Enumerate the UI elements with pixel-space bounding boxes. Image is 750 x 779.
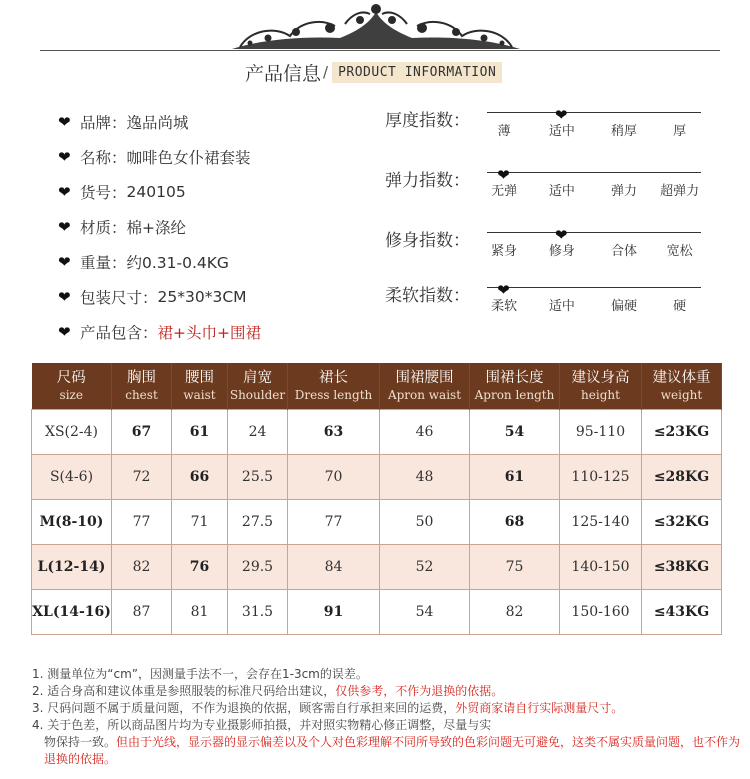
index-option: 适中: [548, 124, 575, 139]
index-label: 厚度指数：: [385, 111, 470, 131]
info-label: 包装尺寸：: [80, 288, 158, 307]
info-item-sku: [58, 174, 261, 209]
table-cell: 27.5: [228, 499, 288, 544]
table-cell: 68: [470, 499, 560, 544]
column-header: 肩宽 Shoulder: [228, 363, 288, 409]
table-cell: 29.5: [228, 544, 288, 589]
table-cell: 72: [112, 454, 172, 499]
column-header: 建议体重 weight: [642, 363, 722, 409]
table-cell: 61: [470, 454, 560, 499]
index-option: 稍厚: [610, 124, 637, 139]
table-cell: 70: [288, 454, 380, 499]
table-cell: ≤28KG: [642, 454, 722, 499]
column-header: 裙长 Dress length: [288, 363, 380, 409]
info-value: 25*30*3CM: [157, 287, 247, 306]
heart-marker-icon: ❤: [497, 166, 510, 184]
table-row: [32, 454, 722, 499]
product-info-list: [58, 104, 261, 349]
table-cell: 63: [288, 409, 380, 454]
table-cell: 75: [470, 544, 560, 589]
note-1: 1. 测量单位为“cm”，因测量手法不一，会存在1-3cm的误差。: [32, 667, 368, 681]
table-cell: 110-125: [560, 454, 642, 499]
info-label: 重量：: [80, 253, 127, 272]
heart-icon: ❤: [58, 147, 71, 166]
index-scale: [487, 166, 701, 184]
heart-marker-icon: ❤: [554, 106, 568, 124]
column-header: 尺码 size: [32, 363, 112, 409]
info-value: 棉+涤纶: [126, 218, 187, 237]
info-value: 咖啡色女仆裙套装: [126, 148, 251, 167]
info-item-package-size: [58, 279, 261, 314]
info-item-name: [58, 139, 261, 174]
table-cell: 95-110: [560, 409, 642, 454]
decorative-ornament: [0, 0, 750, 56]
note-2: 2. 适合身高和建议体重是参照服装的标准尺码给出建议，仅供参考，不作为退换的依据。: [32, 684, 504, 698]
table-cell: 82: [112, 544, 172, 589]
index-scale: [487, 281, 701, 299]
index-option: 厚: [673, 124, 687, 139]
index-option: 超弹力: [660, 184, 700, 199]
table-cell: 46: [380, 409, 470, 454]
index-option: 弹力: [610, 184, 637, 199]
info-label: 产品包含：: [80, 323, 158, 342]
column-header: 胸围 chest: [112, 363, 172, 409]
info-value: 约0.31-0.4KG: [126, 253, 229, 272]
table-cell: 25.5: [228, 454, 288, 499]
table-cell: 84: [288, 544, 380, 589]
index-options: [487, 180, 701, 198]
info-label: 货号：: [80, 183, 127, 202]
table-cell: 87: [112, 589, 172, 634]
header-divider: [40, 50, 720, 51]
title-cn: 产品信息: [245, 62, 322, 85]
note-4: 4. 关于色差，所以商品图片均为专业摄影师拍摄，并对照实物精心修正调整，尽量与实: [32, 718, 492, 732]
table-cell: L(12-14): [32, 544, 112, 589]
table-cell: 91: [288, 589, 380, 634]
table-cell: 77: [288, 499, 380, 544]
info-label: 品牌：: [80, 113, 127, 132]
table-row: [32, 499, 722, 544]
table-cell: 71: [172, 499, 228, 544]
index-options: [487, 120, 701, 138]
table-row: [32, 589, 722, 634]
index-option: 紧身: [491, 244, 518, 259]
index-label: 弹力指数：: [385, 171, 470, 191]
info-label: 材质：: [80, 218, 127, 237]
info-item-weight: [58, 244, 261, 279]
table-cell: 67: [112, 409, 172, 454]
index-option: 硬: [673, 299, 687, 314]
index-option: 薄: [497, 124, 511, 139]
size-chart-table: [31, 363, 722, 635]
table-cell: XS(2-4): [32, 409, 112, 454]
info-item-material: [58, 209, 261, 244]
notes-section: [32, 666, 742, 768]
table-cell: ≤43KG: [642, 589, 722, 634]
column-header: 建议身高 height: [560, 363, 642, 409]
info-item-brand: [58, 104, 261, 139]
index-option: 适中: [548, 299, 575, 314]
table-cell: 50: [380, 499, 470, 544]
heart-icon: ❤: [58, 252, 71, 271]
table-cell: 77: [112, 499, 172, 544]
heart-icon: ❤: [58, 112, 71, 131]
heart-marker-icon: ❤: [497, 281, 510, 299]
index-option: 合体: [610, 244, 637, 259]
note-4-cont: 物保持一致。但由于光线，显示器的显示偏差以及个人对色彩理解不同所导致的色彩问题无可避免，这类不属实质量问题，也不作为退换的依据。: [44, 735, 741, 766]
index-option: 适中: [548, 184, 575, 199]
info-value: 裙+头巾+围裙: [157, 323, 261, 342]
table-cell: ≤32KG: [642, 499, 722, 544]
index-scale: [487, 226, 701, 244]
heart-icon: ❤: [58, 217, 71, 236]
index-scale: [487, 106, 701, 124]
table-cell: M(8-10): [32, 499, 112, 544]
table-cell: 66: [172, 454, 228, 499]
table-cell: 81: [172, 589, 228, 634]
table-body: [32, 409, 722, 634]
table-cell: 54: [470, 409, 560, 454]
table-cell: XL(14-16): [32, 589, 112, 634]
title-en: PRODUCT INFORMATION: [332, 62, 502, 83]
column-header: 围裙腰围 Apron waist: [380, 363, 470, 409]
info-value: 逸品尚城: [126, 113, 189, 132]
table-cell: ≤38KG: [642, 544, 722, 589]
table-cell: 31.5: [228, 589, 288, 634]
index-option: 无弹: [491, 184, 518, 199]
table-cell: 61: [172, 409, 228, 454]
table-row: [32, 409, 722, 454]
note-3: 3. 尺码问题不属于质量问题，不作为退换的依据，顾客需自行承担来回的运费，外贸商家请自行实际测量尺寸。: [32, 701, 624, 715]
index-option: 修身: [548, 244, 575, 259]
table-cell: 48: [380, 454, 470, 499]
heart-icon: ❤: [58, 287, 71, 306]
table-cell: 54: [380, 589, 470, 634]
info-item-includes: [58, 314, 261, 349]
table-cell: 140-150: [560, 544, 642, 589]
info-value: 240105: [126, 182, 186, 201]
heart-marker-icon: ❤: [554, 226, 568, 244]
table-row: [32, 544, 722, 589]
index-options: [487, 240, 701, 258]
table-header-row: [32, 363, 722, 409]
table-cell: 150-160: [560, 589, 642, 634]
index-options: [487, 295, 701, 313]
table-cell: ≤23KG: [642, 409, 722, 454]
index-option: 偏硬: [610, 299, 637, 314]
info-label: 名称：: [80, 148, 127, 167]
table-cell: 82: [470, 589, 560, 634]
table-cell: 52: [380, 544, 470, 589]
table-cell: 76: [172, 544, 228, 589]
column-header: 腰围 waist: [172, 363, 228, 409]
table-cell: S(4-6): [32, 454, 112, 499]
table-cell: 125-140: [560, 499, 642, 544]
heart-icon: ❤: [58, 182, 71, 201]
index-option: 宽松: [666, 244, 693, 259]
index-label: 修身指数：: [385, 231, 470, 251]
heart-icon: ❤: [58, 322, 71, 341]
table-cell: 24: [228, 409, 288, 454]
index-label: 柔软指数：: [385, 286, 470, 306]
index-option: 柔软: [491, 299, 518, 314]
title-separator: /: [323, 63, 329, 81]
column-header: 围裙长度 Apron length: [470, 363, 560, 409]
section-title: [245, 58, 502, 86]
